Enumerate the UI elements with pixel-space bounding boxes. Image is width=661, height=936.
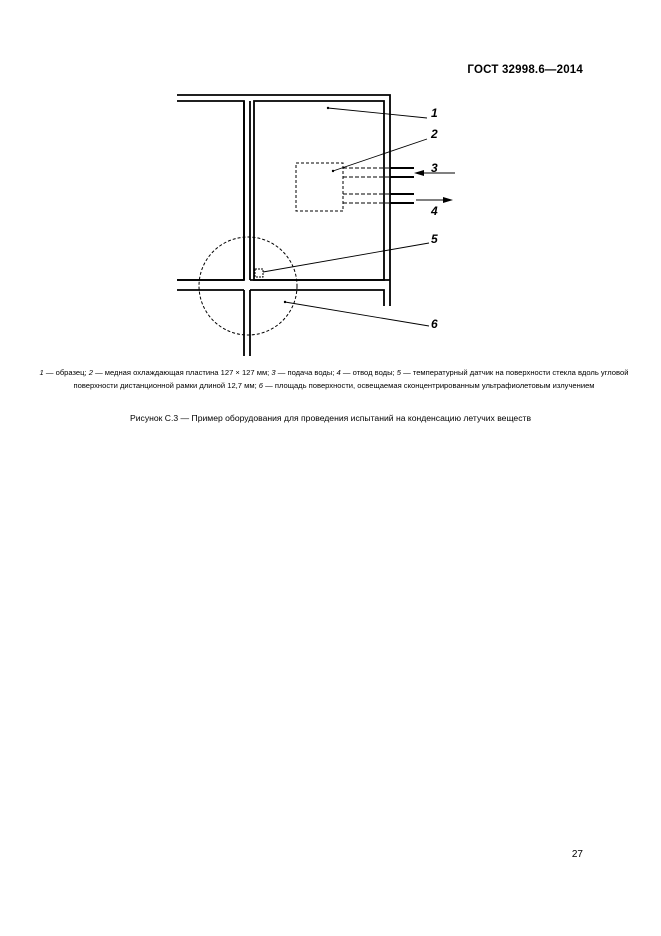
leader-2 — [333, 139, 427, 171]
water-outlet-pipe-dashed — [343, 194, 389, 203]
page-number: 27 — [571, 849, 583, 860]
test-equipment-figure — [0, 0, 661, 360]
callout-6: 6 — [431, 317, 438, 331]
leader-6 — [285, 302, 429, 326]
legend-num-2: 2 — [88, 368, 93, 377]
uv-area-circle — [199, 237, 297, 335]
callout-3: 3 — [431, 161, 438, 175]
legend-num-4: 4 — [336, 368, 341, 377]
legend-num-3: 3 — [271, 368, 276, 377]
callout-4: 4 — [431, 204, 438, 218]
legend-num-6: 6 — [258, 380, 264, 390]
legend-text-4: — отвод воды; — [340, 368, 397, 377]
frame-top-outer — [177, 95, 390, 306]
leader-1 — [328, 108, 427, 118]
sample-frame — [254, 101, 384, 280]
legend-text-3: — подача воды; — [275, 368, 337, 377]
callout-2: 2 — [431, 127, 438, 141]
legend-text-1: — образец; — [43, 368, 89, 377]
legend-text-2: — медная охлаждающая пластина 127 × 127 мм; — [92, 368, 272, 377]
callout-5: 5 — [431, 232, 438, 246]
temperature-sensor — [255, 269, 263, 277]
legend-num-1: 1 — [39, 368, 44, 377]
figure-legend — [38, 367, 630, 392]
spacer-horizontal-bottom — [177, 290, 384, 306]
legend-text-6: — площадь поверхности, освещаемая сконцентрированным ультрафиолетовым излучением — [263, 380, 595, 390]
water-inlet-pipe — [390, 168, 414, 177]
callout-1: 1 — [431, 106, 438, 120]
water-inlet-pipe-dashed — [343, 168, 389, 177]
water-outlet-pipe — [390, 194, 414, 203]
figure-caption: Рисунок С.3 — Пример оборудования для проведения испытаний на конденсацию летучих веществ — [129, 413, 532, 423]
legend-num-5: 5 — [396, 368, 401, 377]
frame-top-inner — [177, 101, 244, 280]
legend-text-5: — температурный датчик на поверхности стекла вдоль угловой поверхности дистанционной рамки длиной 12,7 мм; — [73, 368, 629, 390]
document-header: ГОСТ 32998.6—2014 — [467, 64, 583, 76]
